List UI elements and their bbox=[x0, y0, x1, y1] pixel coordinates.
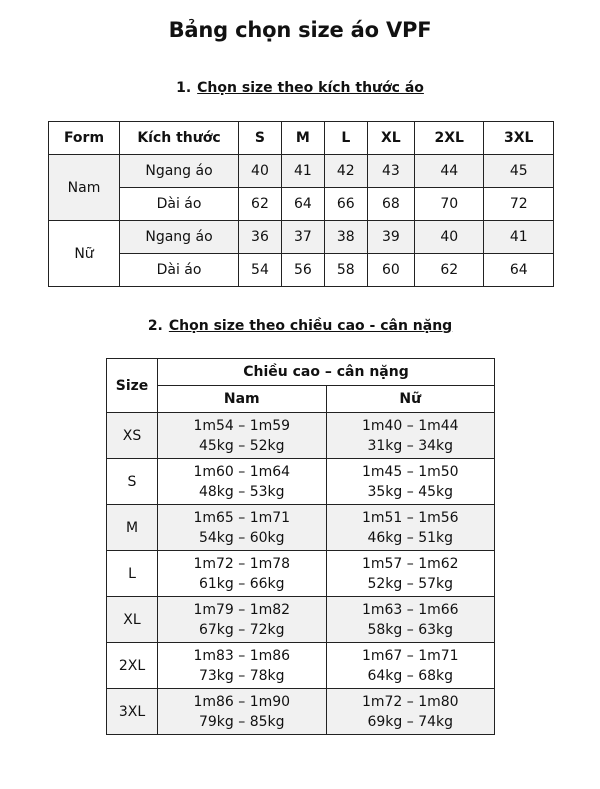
table-row bbox=[49, 254, 554, 287]
weight-range: 79kg – 85kg bbox=[198, 713, 285, 730]
measurement-label: Dài áo bbox=[120, 254, 239, 287]
table-row bbox=[49, 155, 554, 188]
height-range: 1m57 – 1m62 bbox=[361, 555, 459, 572]
table-cell: 54 bbox=[239, 254, 282, 287]
weight-range: 73kg – 78kg bbox=[198, 667, 285, 684]
height-range: 1m63 – 1m66 bbox=[361, 601, 459, 618]
weight-range: 54kg – 60kg bbox=[198, 529, 285, 546]
height-range: 1m72 – 1m80 bbox=[361, 693, 459, 710]
weight-range: 61kg – 66kg bbox=[198, 575, 285, 592]
male-cell bbox=[158, 459, 327, 505]
height-range: 1m79 – 1m82 bbox=[193, 601, 291, 618]
table-header-row bbox=[107, 386, 495, 413]
size-cell: 3XL bbox=[107, 689, 158, 735]
weight-range: 46kg – 51kg bbox=[367, 529, 454, 546]
section-1-text: Chọn size theo kích thước áo bbox=[197, 80, 424, 96]
female-cell bbox=[326, 413, 495, 459]
table-cell: 62 bbox=[415, 254, 484, 287]
table-cell: 41 bbox=[484, 221, 554, 254]
height-range: 1m72 – 1m78 bbox=[193, 555, 291, 572]
table-cell: 40 bbox=[239, 155, 282, 188]
weight-range: 64kg – 68kg bbox=[367, 667, 454, 684]
header-form: Form bbox=[49, 122, 120, 155]
height-range: 1m45 – 1m50 bbox=[361, 463, 459, 480]
size-by-height-weight-table bbox=[106, 358, 495, 735]
table-cell: 64 bbox=[484, 254, 554, 287]
height-range: 1m83 – 1m86 bbox=[193, 647, 291, 664]
table-cell: 70 bbox=[415, 188, 484, 221]
table-cell: 56 bbox=[281, 254, 324, 287]
header-female: Nữ bbox=[326, 386, 495, 413]
height-range: 1m60 – 1m64 bbox=[193, 463, 291, 480]
measurement-label: Ngang áo bbox=[120, 221, 239, 254]
table-row bbox=[107, 551, 495, 597]
size-cell: 2XL bbox=[107, 643, 158, 689]
size-cell: XS bbox=[107, 413, 158, 459]
table-cell: 72 bbox=[484, 188, 554, 221]
measurement-label: Ngang áo bbox=[120, 155, 239, 188]
table-cell: 36 bbox=[239, 221, 282, 254]
height-range: 1m65 – 1m71 bbox=[193, 509, 291, 526]
table-row bbox=[49, 188, 554, 221]
table-row bbox=[107, 689, 495, 735]
size-cell: S bbox=[107, 459, 158, 505]
table-cell: 58 bbox=[324, 254, 367, 287]
measurement-label: Dài áo bbox=[120, 188, 239, 221]
section-2-number: 2. bbox=[147, 318, 163, 334]
male-cell bbox=[158, 551, 327, 597]
table-cell: 62 bbox=[239, 188, 282, 221]
male-cell bbox=[158, 505, 327, 551]
section-1-title bbox=[0, 80, 600, 96]
male-cell bbox=[158, 597, 327, 643]
table-cell: 64 bbox=[281, 188, 324, 221]
table-cell: 40 bbox=[415, 221, 484, 254]
table-row bbox=[107, 597, 495, 643]
table-row bbox=[107, 413, 495, 459]
female-cell bbox=[326, 689, 495, 735]
height-range: 1m51 – 1m56 bbox=[361, 509, 459, 526]
table-cell: 39 bbox=[367, 221, 414, 254]
section-2-title bbox=[0, 318, 600, 334]
female-cell bbox=[326, 597, 495, 643]
weight-range: 48kg – 53kg bbox=[198, 483, 285, 500]
weight-range: 67kg – 72kg bbox=[198, 621, 285, 638]
weight-range: 69kg – 74kg bbox=[367, 713, 454, 730]
height-range: 1m54 – 1m59 bbox=[193, 417, 291, 434]
table-header-row bbox=[107, 359, 495, 386]
table-row bbox=[49, 221, 554, 254]
weight-range: 45kg – 52kg bbox=[198, 437, 285, 454]
table-row bbox=[107, 643, 495, 689]
male-cell bbox=[158, 413, 327, 459]
table-cell: 45 bbox=[484, 155, 554, 188]
page-title: Bảng chọn size áo VPF bbox=[168, 18, 432, 42]
form-cell-female: Nữ bbox=[49, 221, 120, 287]
table-cell: 42 bbox=[324, 155, 367, 188]
header-size: XL bbox=[367, 122, 414, 155]
header-size: 2XL bbox=[415, 122, 484, 155]
header-size: L bbox=[324, 122, 367, 155]
form-cell-male: Nam bbox=[49, 155, 120, 221]
table-cell: 41 bbox=[281, 155, 324, 188]
weight-range: 52kg – 57kg bbox=[367, 575, 454, 592]
height-range: 1m67 – 1m71 bbox=[361, 647, 459, 664]
section-2-text: Chọn size theo chiều cao - cân nặng bbox=[168, 318, 453, 334]
weight-range: 35kg – 45kg bbox=[367, 483, 454, 500]
table-cell: 44 bbox=[415, 155, 484, 188]
female-cell bbox=[326, 459, 495, 505]
header-height-weight: Chiều cao – cân nặng bbox=[158, 359, 495, 386]
table-header-row bbox=[49, 122, 554, 155]
weight-range: 31kg – 34kg bbox=[367, 437, 454, 454]
male-cell bbox=[158, 689, 327, 735]
size-by-measurement-table bbox=[48, 121, 554, 287]
male-cell bbox=[158, 643, 327, 689]
table-cell: 43 bbox=[367, 155, 414, 188]
table-row bbox=[107, 459, 495, 505]
female-cell bbox=[326, 505, 495, 551]
header-size: 3XL bbox=[484, 122, 554, 155]
female-cell bbox=[326, 551, 495, 597]
height-range: 1m40 – 1m44 bbox=[361, 417, 459, 434]
size-cell: XL bbox=[107, 597, 158, 643]
table-cell: 37 bbox=[281, 221, 324, 254]
section-1-number: 1. bbox=[176, 80, 192, 96]
header-size: M bbox=[281, 122, 324, 155]
table-row bbox=[107, 505, 495, 551]
table-cell: 60 bbox=[367, 254, 414, 287]
header-size: Size bbox=[107, 359, 158, 413]
female-cell bbox=[326, 643, 495, 689]
header-size: S bbox=[239, 122, 282, 155]
table-cell: 68 bbox=[367, 188, 414, 221]
header-measurement: Kích thước bbox=[120, 122, 239, 155]
size-cell: L bbox=[107, 551, 158, 597]
header-male: Nam bbox=[158, 386, 327, 413]
table-cell: 38 bbox=[324, 221, 367, 254]
weight-range: 58kg – 63kg bbox=[367, 621, 454, 638]
table-cell: 66 bbox=[324, 188, 367, 221]
size-cell: M bbox=[107, 505, 158, 551]
height-range: 1m86 – 1m90 bbox=[193, 693, 291, 710]
